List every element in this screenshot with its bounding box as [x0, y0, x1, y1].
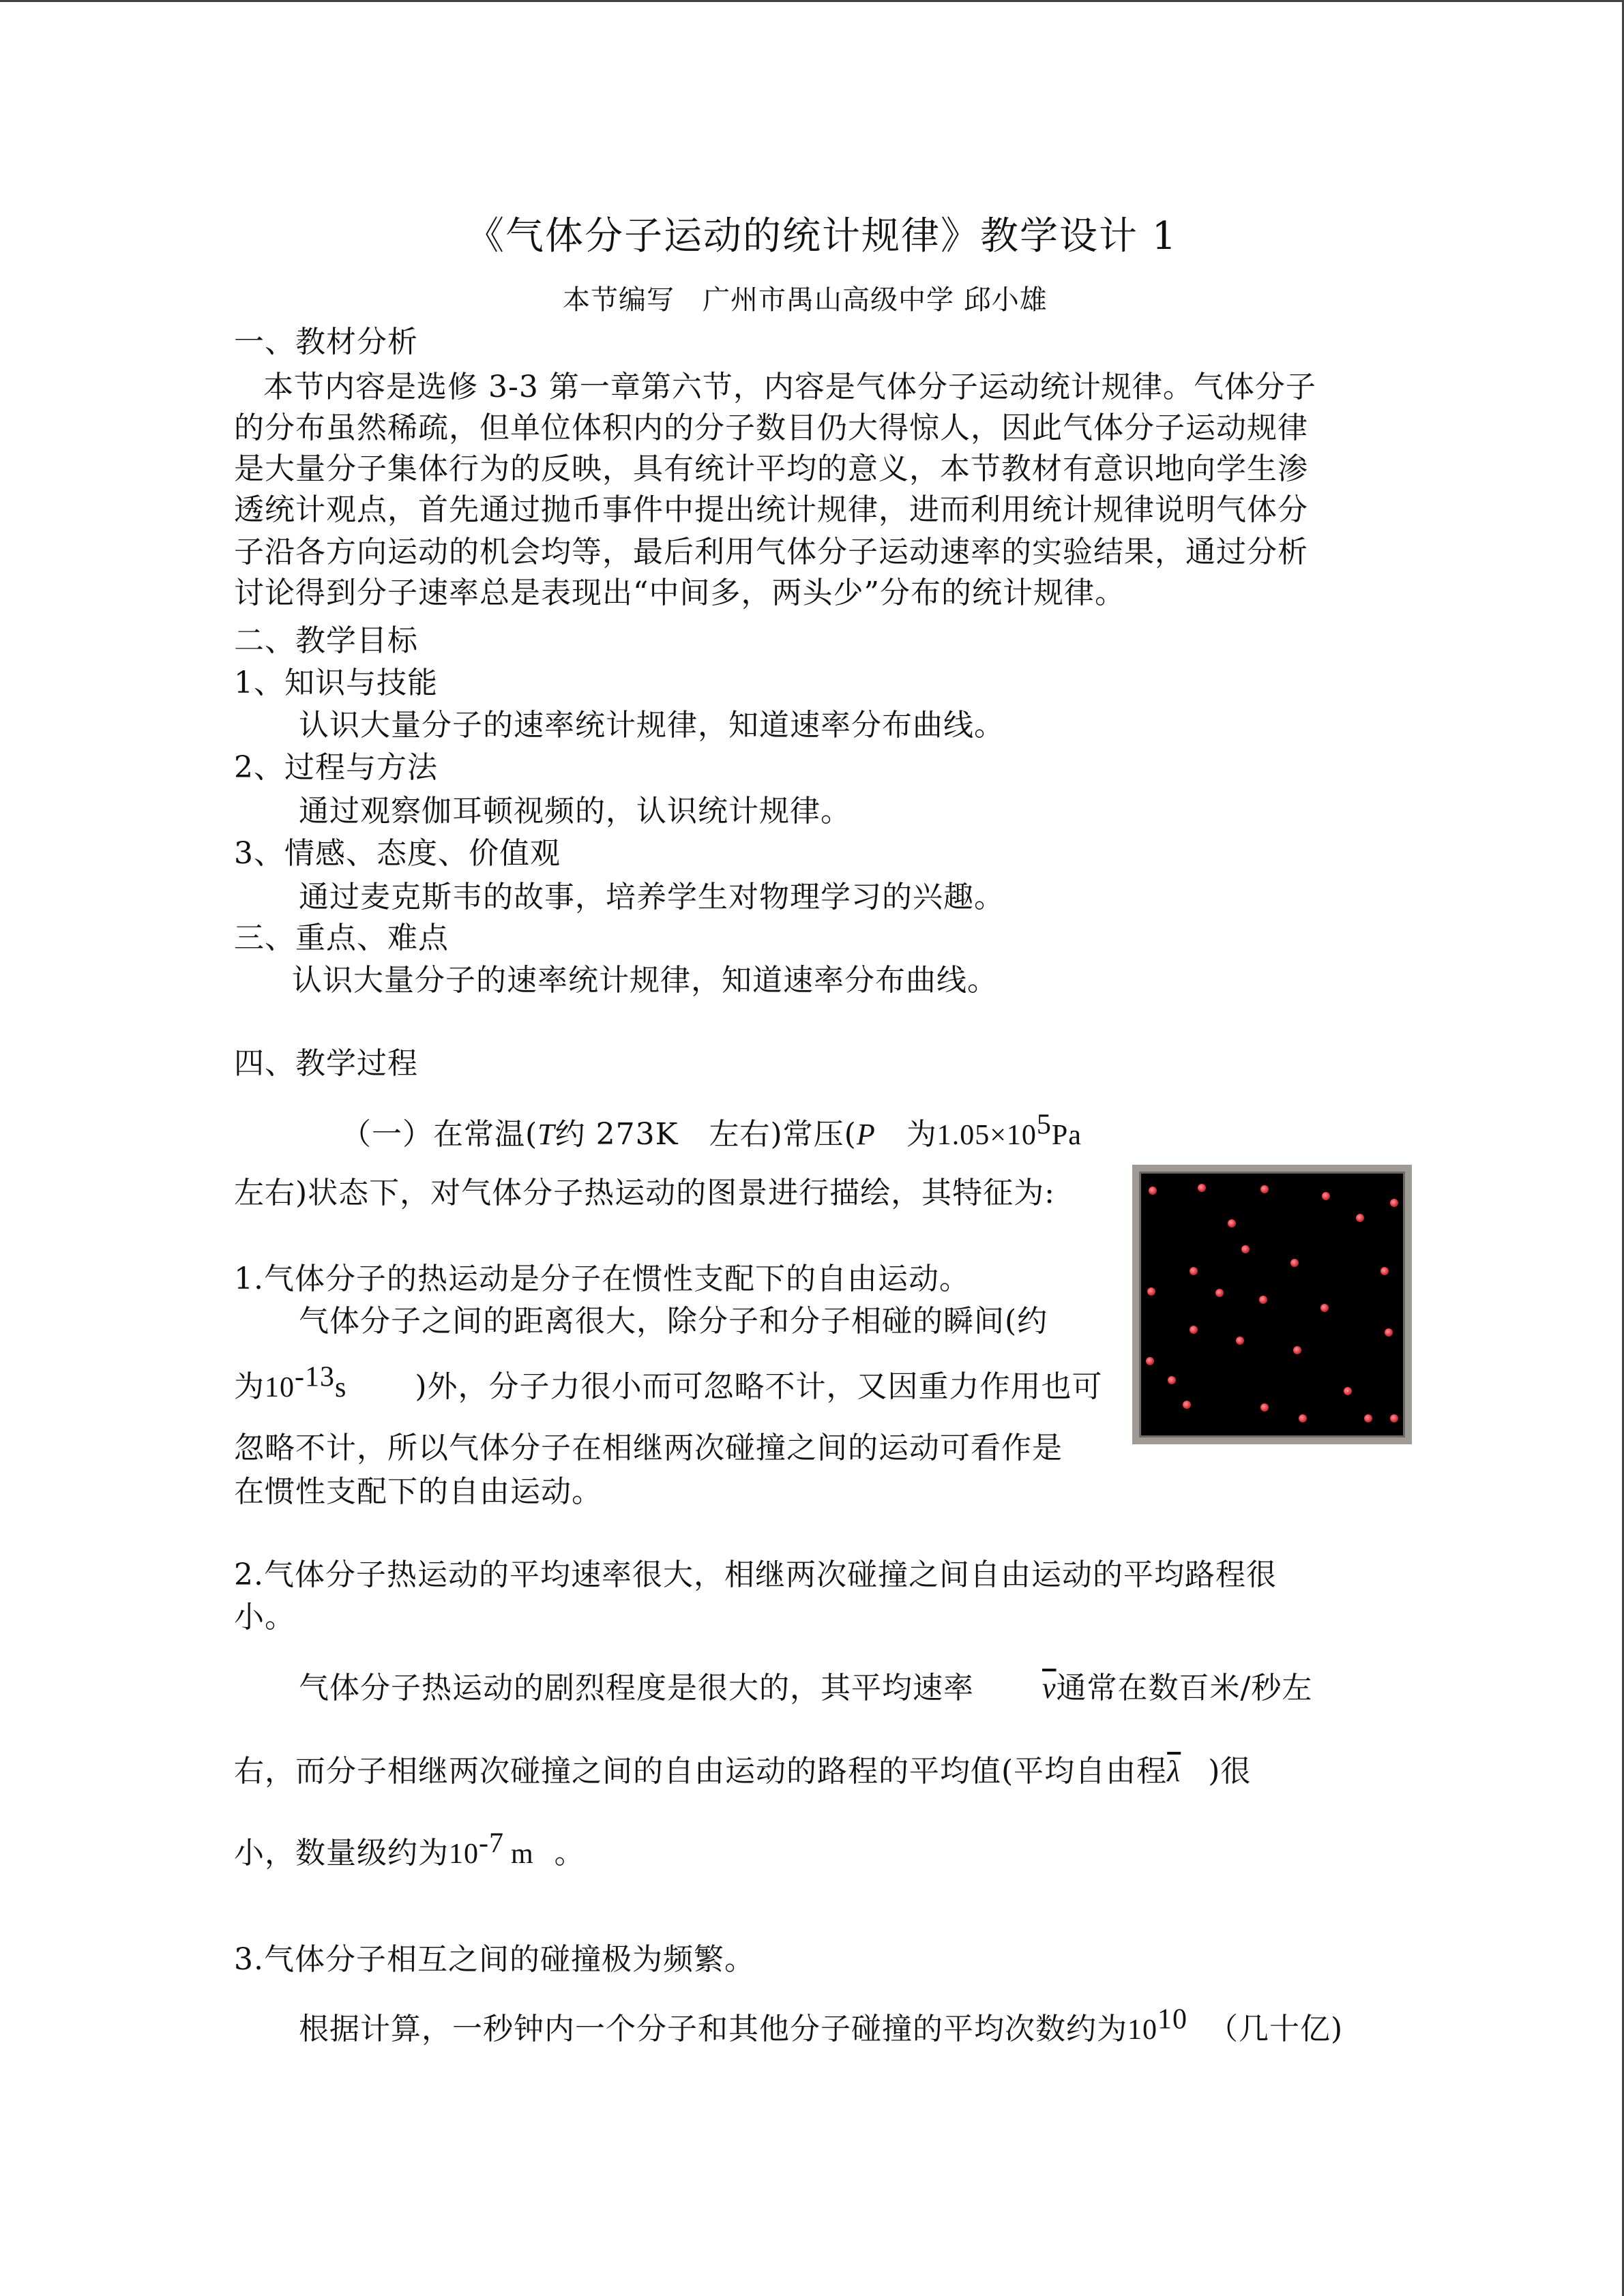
paragraph-line: 的分布虽然稀疏，但单位体积内的分子数目仍大得惊人，因此气体分子运动规律 — [234, 411, 1308, 445]
point-3-line: 根据计算，一秒钟内一个分子和其他分子碰撞的平均次数约为1010 （几十亿) — [299, 2003, 1344, 2046]
molecule-dot — [1149, 1187, 1157, 1195]
point-2-heading-cont: 小。 — [234, 1600, 295, 1635]
molecule-dot — [1259, 1296, 1267, 1304]
section-heading-2: 二、教学目标 — [234, 623, 418, 658]
intro-line: （一）在常温(T约 273K 左右)常压(P 为1.05×105Pa — [341, 1109, 1082, 1152]
point-1-heading: 1.气体分子的热运动是分子在惯性支配下的自由运动。 — [234, 1262, 970, 1296]
key-points-text: 认识大量分子的速率统计规律，知道速率分布曲线。 — [292, 963, 998, 998]
molecule-dot — [1190, 1326, 1198, 1334]
paragraph-line: 是大量分子集体行为的反映，具有统计平均的意义，本节教材有意识地向学生渗 — [234, 451, 1308, 486]
molecule-dot — [1190, 1267, 1198, 1275]
subsection-heading: 3、情感、态度、价值观 — [234, 836, 561, 871]
section-heading-4: 四、教学过程 — [234, 1046, 418, 1081]
molecule-dot — [1215, 1289, 1224, 1297]
subsection-heading: 2、过程与方法 — [234, 750, 438, 785]
point-1-line: 为10-13s )外，分子力很小而可忽略不计，又因重力作用也可 — [234, 1361, 1103, 1404]
molecule-dot — [1147, 1287, 1155, 1296]
molecule-dot — [1241, 1245, 1250, 1253]
molecule-dot — [1385, 1328, 1393, 1337]
objective-text: 通过观察伽耳顿视频的，认识统计规律。 — [299, 794, 851, 829]
molecule-dot — [1320, 1304, 1329, 1312]
point-1-line: 忽略不计，所以气体分子在相继两次碰撞之间的运动可看作是 — [234, 1431, 1063, 1465]
point-2-line: 右，而分子相继两次碰撞之间的自由运动的路程的平均值(平均自由程$\overline{\lambda}$ )很 — [234, 1754, 1252, 1789]
point-3-heading: 3.气体分子相互之间的碰撞极为频繁。 — [234, 1942, 755, 1977]
molecule-dot — [1356, 1214, 1364, 1222]
page-border-top — [0, 0, 1624, 2]
point-1-line: 气体分子之间的距离很大，除分子和分子相碰的瞬间(约 — [299, 1304, 1048, 1339]
paragraph-line: 子沿各方向运动的机会均等，最后利用气体分子运动速率的实验结果，通过分析 — [234, 535, 1308, 569]
paragraph-line: 讨论得到分子速率总是表现出“中间多，两头少”分布的统计规律。 — [234, 576, 1125, 610]
section-heading-3: 三、重点、难点 — [234, 921, 449, 955]
paragraph-line: 透统计观点，首先通过抛币事件中提出统计规律，进而利用统计规律说明气体分 — [234, 492, 1308, 527]
author-line: 本节编写 广州市禺山高级中学 邱小雄 — [563, 284, 1048, 316]
molecule-dot — [1260, 1185, 1269, 1193]
paragraph-line: 本节内容是选修 3-3 第一章第六节，内容是气体分子运动统计规律。气体分子 — [263, 370, 1316, 404]
molecule-dot — [1344, 1387, 1352, 1395]
subsection-heading: 1、知识与技能 — [234, 666, 438, 700]
molecule-dot — [1260, 1403, 1269, 1412]
point-2-heading: 2.气体分子热运动的平均速率很大，相继两次碰撞之间自由运动的平均路程很 — [234, 1557, 1277, 1592]
objective-text: 认识大量分子的速率统计规律，知道速率分布曲线。 — [299, 708, 1005, 743]
molecule-dot — [1364, 1414, 1372, 1422]
molecule-dot — [1390, 1199, 1398, 1207]
gas-molecules-box-image — [1132, 1165, 1412, 1444]
molecule-dot — [1168, 1376, 1176, 1384]
objective-text: 通过麦克斯韦的故事，培养学生对物理学习的兴趣。 — [299, 880, 1005, 914]
molecule-dot — [1390, 1414, 1398, 1422]
molecule-dot — [1293, 1346, 1301, 1354]
point-2-line: 气体分子热运动的剧烈程度是很大的，其平均速率 $\overline{v}$通常在数百米/秒左 — [299, 1671, 1313, 1705]
molecule-dot — [1381, 1267, 1389, 1275]
intro-line-2: 左右)状态下，对气体分子热运动的图景进行描绘，其特征为: — [234, 1176, 1055, 1210]
molecule-dot — [1228, 1219, 1236, 1227]
molecule-dot — [1290, 1259, 1299, 1267]
molecule-dot — [1322, 1192, 1330, 1200]
molecule-dot — [1183, 1401, 1191, 1409]
section-heading-1: 一、教材分析 — [234, 325, 418, 359]
molecule-dot — [1236, 1337, 1244, 1345]
doc-title: 《气体分子运动的统计规律》教学设计 1 — [466, 214, 1178, 258]
point-1-line: 在惯性支配下的自由运动。 — [234, 1474, 602, 1509]
point-2-line: 小，数量级约为10-7 m 。 — [234, 1828, 585, 1870]
molecule-dot — [1198, 1184, 1206, 1192]
molecule-dot — [1299, 1414, 1307, 1422]
molecule-dot — [1146, 1357, 1154, 1365]
